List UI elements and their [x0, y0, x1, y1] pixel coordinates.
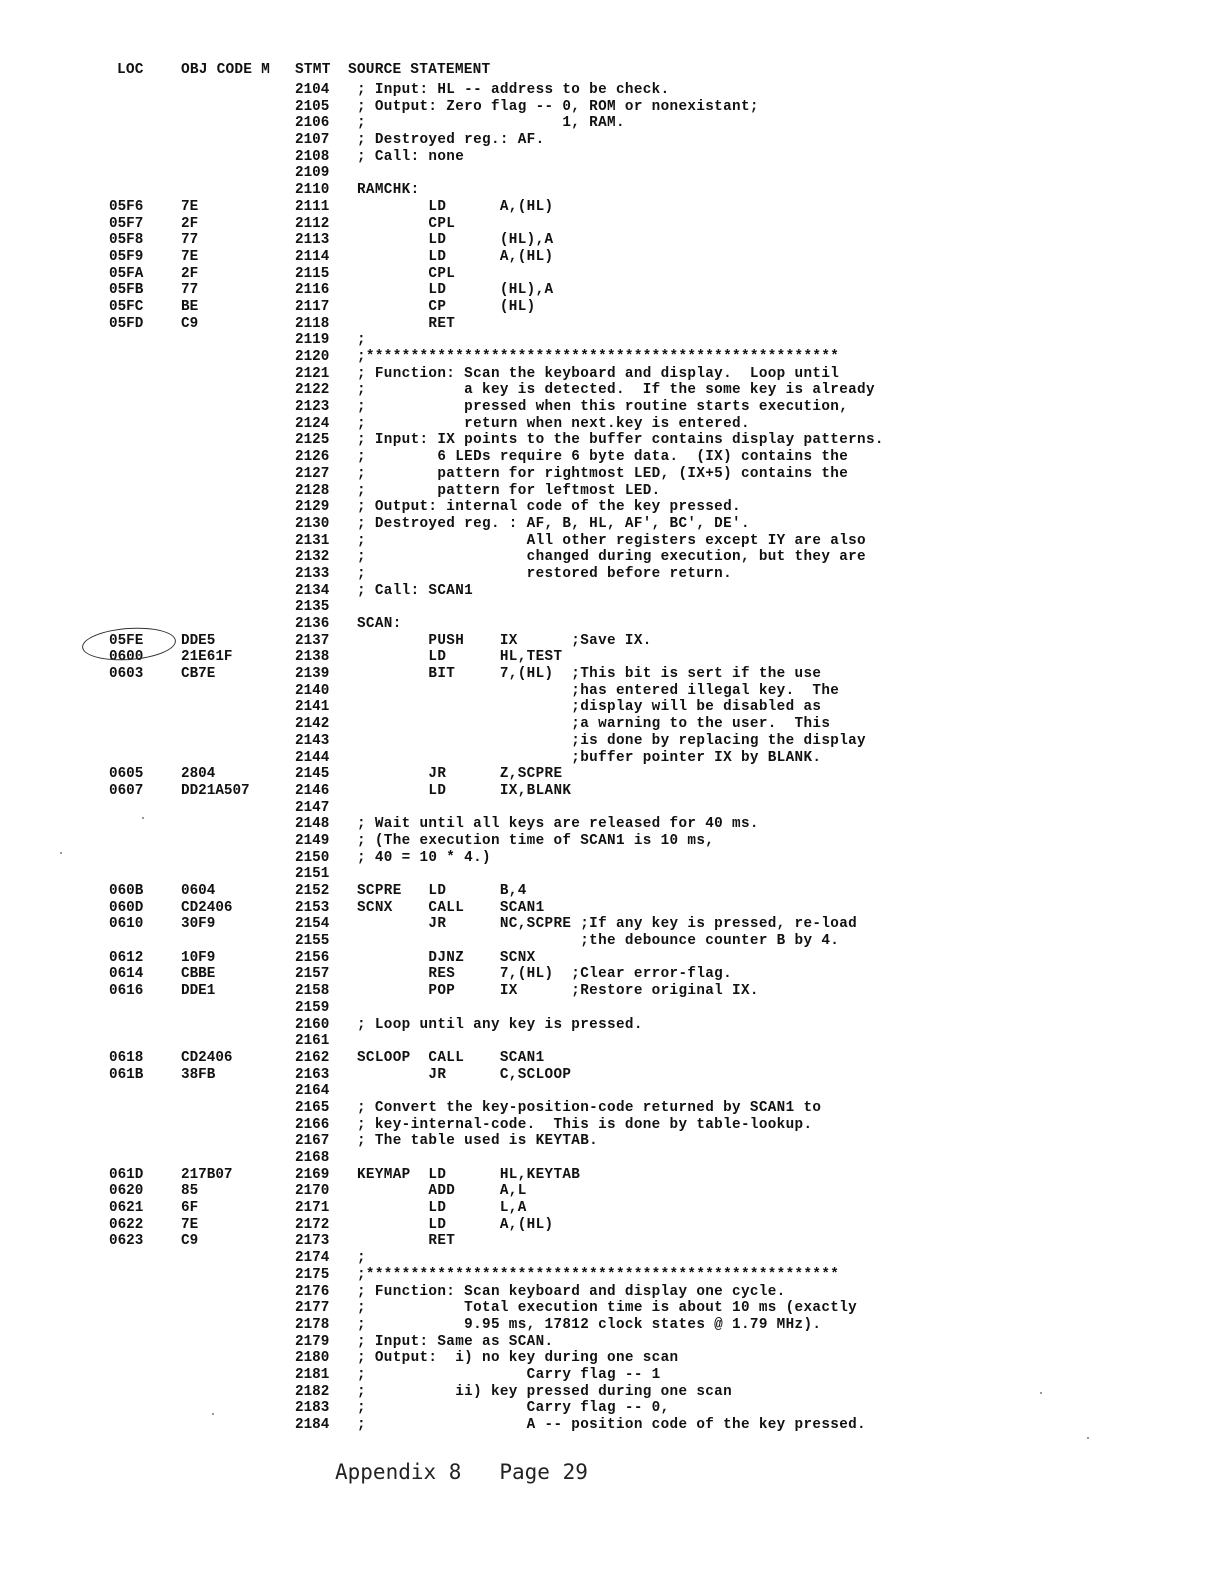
source-statement: ;is done by replacing the display [357, 732, 866, 749]
listing-line [0, 833, 1224, 850]
loc-address: 0623 [109, 1233, 144, 1250]
statement-number: 2182 [295, 1383, 330, 1400]
listing-line [0, 1200, 1224, 1217]
statement-number: 2164 [295, 1083, 330, 1100]
statement-number: 2150 [295, 849, 330, 866]
object-code: 2F [181, 265, 199, 282]
loc-address: 0605 [109, 766, 144, 783]
object-code: 2804 [181, 766, 216, 783]
statement-number: 2135 [295, 599, 330, 616]
loc-address: 0600 [109, 649, 144, 666]
listing-line [0, 366, 1224, 383]
listing-line [0, 716, 1224, 733]
source-statement: ; Carry flag -- 0, [357, 1400, 670, 1417]
statement-number: 2159 [295, 999, 330, 1016]
source-statement: DJNZ SCNX [357, 949, 536, 966]
statement-number: 2147 [295, 799, 330, 816]
source-statement: ; Total execution time is about 10 ms (exactly [357, 1300, 858, 1317]
loc-address: 05FC [109, 298, 144, 315]
listing-line [0, 750, 1224, 767]
object-code: DDE1 [181, 983, 216, 1000]
listing-line [0, 316, 1224, 333]
listing-line [0, 1050, 1224, 1067]
statement-number: 2165 [295, 1099, 330, 1116]
statement-number: 2104 [295, 82, 330, 98]
listing-line [0, 850, 1224, 867]
page-footer: Appendix 8 Page 29 [335, 1460, 588, 1484]
listing-line [0, 683, 1224, 700]
source-statement: ;display will be disabled as [357, 699, 822, 716]
object-code: 77 [181, 282, 199, 299]
object-code: 77 [181, 232, 199, 249]
source-statement: ; return when next.key is entered. [357, 415, 750, 432]
object-code: DD21A507 [181, 782, 250, 799]
loc-address: 05F7 [109, 215, 144, 232]
listing-line [0, 1217, 1224, 1234]
loc-address: 05F9 [109, 248, 144, 265]
statement-number: 2142 [295, 716, 330, 733]
source-statement: LD (HL),A [357, 232, 554, 249]
statement-number: 2151 [295, 866, 330, 883]
object-code: 217B07 [181, 1166, 233, 1183]
listing-line [0, 499, 1224, 516]
statement-number: 2161 [295, 1033, 330, 1050]
source-statement: POP IX ;Restore original IX. [357, 983, 759, 1000]
loc-address: 05F8 [109, 232, 144, 249]
source-statement: ;buffer pointer IX by BLANK. [357, 749, 822, 766]
listing-line [0, 516, 1224, 533]
statement-number: 2178 [295, 1316, 330, 1333]
object-code: CD2406 [181, 1049, 233, 1066]
source-statement: CPL [357, 215, 456, 232]
loc-address: 0622 [109, 1216, 144, 1233]
scan-speck [142, 817, 144, 819]
source-statement: ; Function: Scan the keyboard and display. Loop until [357, 365, 840, 382]
statement-number: 2126 [295, 449, 330, 466]
listing-line [0, 266, 1224, 283]
source-statement: CP (HL) [357, 298, 536, 315]
statement-number: 2128 [295, 482, 330, 499]
object-code: DDE5 [181, 632, 216, 649]
source-statement: SCAN: [357, 616, 402, 632]
source-statement: ADD A,L [357, 1183, 527, 1200]
statement-number: 2184 [295, 1417, 330, 1433]
scan-speck [1040, 1392, 1042, 1394]
statement-number: 2148 [295, 816, 330, 833]
statement-number: 2154 [295, 916, 330, 933]
listing-line [0, 649, 1224, 666]
statement-number: 2136 [295, 616, 330, 632]
source-statement: ; 6 LEDs require 6 byte data. (IX) contains the [357, 449, 849, 466]
source-statement: ; Destroyed reg. : AF, B, HL, AF', BC', DE'. [357, 515, 750, 532]
statement-number: 2155 [295, 933, 330, 950]
object-code: 85 [181, 1183, 199, 1200]
object-code: 6F [181, 1200, 199, 1217]
listing-line [0, 216, 1224, 233]
statement-number: 2137 [295, 632, 330, 649]
object-code: 10F9 [181, 949, 216, 966]
loc-address: 0618 [109, 1049, 144, 1066]
statement-number: 2158 [295, 983, 330, 1000]
statement-number: 2138 [295, 649, 330, 666]
statement-number: 2139 [295, 666, 330, 683]
listing-line [0, 933, 1224, 950]
source-statement: ; Output: i) no key during one scan [357, 1350, 679, 1367]
source-statement: ; key-internal-code. This is done by table-lookup. [357, 1116, 813, 1133]
listing-line [0, 883, 1224, 900]
source-statement: ;***************************************************** [357, 349, 840, 365]
listing-line [0, 966, 1224, 983]
statement-number: 2131 [295, 532, 330, 549]
statement-number: 2112 [295, 215, 330, 232]
loc-address: 05FE [109, 632, 144, 649]
statement-number: 2180 [295, 1350, 330, 1367]
loc-address: 0603 [109, 666, 144, 683]
statement-number: 2145 [295, 766, 330, 783]
listing-line [0, 232, 1224, 249]
source-statement: ; Loop until any key is pressed. [357, 1016, 643, 1033]
statement-number: 2130 [295, 515, 330, 532]
listing-line [0, 199, 1224, 216]
statement-number: 2160 [295, 1016, 330, 1033]
source-statement: JR Z,SCPRE [357, 766, 563, 783]
source-statement: ; Convert the key-position-code returned by SCAN1 to [357, 1099, 822, 1116]
statement-number: 2115 [295, 265, 330, 282]
listing-line [0, 1250, 1224, 1267]
listing-line [0, 299, 1224, 316]
object-code: 7E [181, 198, 199, 215]
source-statement: ; Input: Same as SCAN. [357, 1333, 554, 1350]
statement-number: 2133 [295, 565, 330, 582]
source-statement: ; Call: SCAN1 [357, 582, 474, 599]
source-statement: ; [357, 332, 366, 349]
listing-line [0, 983, 1224, 1000]
source-statement: LD A,(HL) [357, 248, 554, 265]
source-statement: SCNX CALL SCAN1 [357, 899, 545, 916]
source-statement: LD HL,TEST [357, 649, 563, 666]
statement-number: 2181 [295, 1366, 330, 1383]
listing-line [0, 449, 1224, 466]
source-statement: ; pattern for rightmost LED, (IX+5) contains the [357, 465, 849, 482]
source-statement: ; 9.95 ms, 17812 clock states @ 1.79 MHz). [357, 1316, 822, 1333]
loc-address: 0621 [109, 1200, 144, 1217]
source-statement: ;a warning to the user. This [357, 716, 831, 733]
header-source-statement: SOURCE STATEMENT [348, 62, 491, 78]
listing-line [0, 99, 1224, 116]
statement-number: 2124 [295, 415, 330, 432]
source-statement: JR NC,SCPRE ;If any key is pressed, re-load [357, 916, 858, 933]
source-statement: LD A,(HL) [357, 1216, 554, 1233]
statement-number: 2140 [295, 682, 330, 699]
statement-number: 2118 [295, 315, 330, 332]
listing-line [0, 533, 1224, 550]
statement-number: 2106 [295, 115, 330, 132]
scan-speck [212, 1413, 214, 1415]
source-statement: ; Wait until all keys are released for 40 ms. [357, 816, 759, 833]
source-statement: RET [357, 1233, 456, 1250]
listing-line [0, 1133, 1224, 1150]
listing-line [0, 1000, 1224, 1017]
source-statement: LD IX,BLANK [357, 782, 572, 799]
listing-line [0, 1017, 1224, 1034]
statement-number: 2127 [295, 465, 330, 482]
statement-number: 2105 [295, 98, 330, 115]
loc-address: 05FB [109, 282, 144, 299]
assembly-listing [0, 82, 1224, 1434]
listing-line [0, 249, 1224, 266]
listing-line [0, 115, 1224, 132]
loc-address: 0610 [109, 916, 144, 933]
object-code: CB7E [181, 666, 216, 683]
listing-line [0, 1400, 1224, 1417]
statement-number: 2109 [295, 165, 330, 182]
source-statement: PUSH IX ;Save IX. [357, 632, 652, 649]
listing-line [0, 1417, 1224, 1434]
listing-line [0, 766, 1224, 783]
statement-number: 2171 [295, 1200, 330, 1217]
listing-line [0, 382, 1224, 399]
listing-line [0, 1083, 1224, 1100]
loc-address: 061D [109, 1166, 144, 1183]
listing-line [0, 483, 1224, 500]
source-statement: ;the debounce counter B by 4. [357, 933, 840, 950]
listing-line [0, 1350, 1224, 1367]
object-code: 0604 [181, 883, 216, 899]
scan-speck [60, 852, 62, 854]
statement-number: 2163 [295, 1066, 330, 1083]
object-code: 7E [181, 248, 199, 265]
statement-number: 2123 [295, 399, 330, 416]
listing-line [0, 599, 1224, 616]
object-code: CD2406 [181, 899, 233, 916]
source-statement: ; 40 = 10 * 4.) [357, 849, 491, 866]
source-statement: LD (HL),A [357, 282, 554, 299]
listing-line [0, 800, 1224, 817]
source-statement: ; All other registers except IY are also [357, 532, 866, 549]
listing-line [0, 566, 1224, 583]
listing-line [0, 1300, 1224, 1317]
listing-line [0, 82, 1224, 99]
object-code: 2F [181, 215, 199, 232]
statement-number: 2146 [295, 782, 330, 799]
source-statement: BIT 7,(HL) ;This bit is sert if the use [357, 666, 822, 683]
statement-number: 2119 [295, 332, 330, 349]
source-statement: RET [357, 315, 456, 332]
listing-line [0, 1334, 1224, 1351]
loc-address: 060D [109, 899, 144, 916]
header-obj-code-m: OBJ CODE M [181, 62, 271, 78]
listing-line [0, 1033, 1224, 1050]
listing-line [0, 699, 1224, 716]
source-statement: ; Destroyed reg.: AF. [357, 132, 545, 149]
statement-number: 2122 [295, 382, 330, 399]
object-code: 30F9 [181, 916, 216, 933]
listing-line [0, 900, 1224, 917]
listing-line [0, 733, 1224, 750]
source-statement: ;has entered illegal key. The [357, 682, 840, 699]
listing-line [0, 182, 1224, 199]
listing-line [0, 399, 1224, 416]
listing-line [0, 666, 1224, 683]
listing-line [0, 1367, 1224, 1384]
statement-number: 2134 [295, 582, 330, 599]
listing-line [0, 1067, 1224, 1084]
source-statement: ; A -- position code of the key pressed. [357, 1417, 866, 1433]
statement-number: 2125 [295, 432, 330, 449]
statement-number: 2157 [295, 966, 330, 983]
listing-line [0, 916, 1224, 933]
listing-line [0, 349, 1224, 366]
object-code: 7E [181, 1216, 199, 1233]
listing-line [0, 866, 1224, 883]
statement-number: 2113 [295, 232, 330, 249]
source-statement: ;***************************************************** [357, 1266, 840, 1283]
listing-line [0, 1183, 1224, 1200]
listing-line [0, 1150, 1224, 1167]
listing-line [0, 1167, 1224, 1184]
statement-number: 2168 [295, 1150, 330, 1166]
source-statement: ; restored before return. [357, 565, 733, 582]
statement-number: 2167 [295, 1133, 330, 1150]
loc-address: 0612 [109, 949, 144, 966]
statement-number: 2111 [295, 198, 330, 215]
source-statement: ; Input: IX points to the buffer contains display patterns. [357, 432, 884, 449]
source-statement: ; Function: Scan keyboard and display one cycle. [357, 1283, 786, 1300]
source-statement: ; Call: none [357, 148, 465, 165]
source-statement: ; [357, 1250, 366, 1267]
loc-address: 0614 [109, 966, 144, 983]
listing-line [0, 816, 1224, 833]
loc-address: 0620 [109, 1183, 144, 1200]
statement-number: 2149 [295, 832, 330, 849]
statement-number: 2174 [295, 1250, 330, 1267]
object-code: 21E61F [181, 649, 233, 666]
statement-number: 2108 [295, 148, 330, 165]
listing-line [0, 783, 1224, 800]
object-code: C9 [181, 315, 199, 332]
source-statement: LD A,(HL) [357, 198, 554, 215]
object-code: 38FB [181, 1066, 216, 1083]
statement-number: 2116 [295, 282, 330, 299]
listing-line [0, 1267, 1224, 1284]
statement-number: 2183 [295, 1400, 330, 1417]
listing-line [0, 1317, 1224, 1334]
loc-address: 05FD [109, 315, 144, 332]
source-statement: ; Output: internal code of the key pressed. [357, 499, 741, 516]
statement-number: 2166 [295, 1116, 330, 1133]
statement-number: 2177 [295, 1300, 330, 1317]
statement-number: 2143 [295, 732, 330, 749]
statement-number: 2175 [295, 1266, 330, 1283]
statement-number: 2141 [295, 699, 330, 716]
source-statement: RES 7,(HL) ;Clear error-flag. [357, 966, 733, 983]
source-statement: ; a key is detected. If the some key is already [357, 382, 875, 399]
statement-number: 2107 [295, 132, 330, 149]
object-code: BE [181, 298, 199, 315]
scan-speck [1087, 1437, 1089, 1439]
listing-line [0, 282, 1224, 299]
statement-number: 2172 [295, 1216, 330, 1233]
listing-line [0, 950, 1224, 967]
source-statement: LD L,A [357, 1200, 527, 1217]
statement-number: 2132 [295, 549, 330, 566]
statement-number: 2176 [295, 1283, 330, 1300]
statement-number: 2162 [295, 1049, 330, 1066]
object-code: C9 [181, 1233, 199, 1250]
listing-line [0, 1233, 1224, 1250]
source-statement: ; 1, RAM. [357, 115, 625, 132]
source-statement: ; The table used is KEYTAB. [357, 1133, 599, 1150]
listing-line [0, 1100, 1224, 1117]
source-statement: JR C,SCLOOP [357, 1066, 572, 1083]
listing-line [0, 332, 1224, 349]
source-statement: RAMCHK: [357, 182, 420, 199]
source-statement: ; changed during execution, but they are [357, 549, 866, 566]
statement-number: 2117 [295, 298, 330, 315]
listing-line [0, 432, 1224, 449]
source-statement: ; pressed when this routine starts execution, [357, 399, 849, 416]
statement-number: 2144 [295, 749, 330, 766]
source-statement: CPL [357, 265, 456, 282]
statement-number: 2173 [295, 1233, 330, 1250]
loc-address: 0616 [109, 983, 144, 1000]
loc-address: 061B [109, 1066, 144, 1083]
statement-number: 2114 [295, 248, 330, 265]
object-code: CBBE [181, 966, 216, 983]
loc-address: 05F6 [109, 198, 144, 215]
statement-number: 2110 [295, 182, 330, 199]
source-statement: SCLOOP CALL SCAN1 [357, 1049, 545, 1066]
statement-number: 2156 [295, 949, 330, 966]
statement-number: 2170 [295, 1183, 330, 1200]
listing-line [0, 132, 1224, 149]
header-loc: LOC [117, 62, 144, 78]
source-statement: ; ii) key pressed during one scan [357, 1383, 733, 1400]
header-stmt: STMT [295, 62, 331, 78]
statement-number: 2120 [295, 349, 330, 365]
listing-line [0, 466, 1224, 483]
source-statement: ; Carry flag -- 1 [357, 1366, 661, 1383]
statement-number: 2153 [295, 899, 330, 916]
listing-line [0, 149, 1224, 166]
statement-number: 2179 [295, 1333, 330, 1350]
statement-number: 2121 [295, 365, 330, 382]
listing-line [0, 1284, 1224, 1301]
listing-line [0, 416, 1224, 433]
listing-line [0, 616, 1224, 633]
source-statement: SCPRE LD B,4 [357, 883, 527, 899]
loc-address: 0607 [109, 782, 144, 799]
listing-line [0, 583, 1224, 600]
loc-address: 060B [109, 883, 144, 899]
listing-line [0, 633, 1224, 650]
listing-line [0, 1117, 1224, 1134]
statement-number: 2129 [295, 499, 330, 516]
source-statement: ; Output: Zero flag -- 0, ROM or nonexistant; [357, 98, 759, 115]
statement-number: 2169 [295, 1166, 330, 1183]
statement-number: 2152 [295, 883, 330, 899]
source-statement: ; (The execution time of SCAN1 is 10 ms, [357, 832, 715, 849]
listing-line [0, 165, 1224, 182]
loc-address: 05FA [109, 265, 144, 282]
source-statement: ; pattern for leftmost LED. [357, 482, 661, 499]
listing-line [0, 549, 1224, 566]
source-statement: KEYMAP LD HL,KEYTAB [357, 1166, 581, 1183]
source-statement: ; Input: HL -- address to be check. [357, 82, 670, 98]
